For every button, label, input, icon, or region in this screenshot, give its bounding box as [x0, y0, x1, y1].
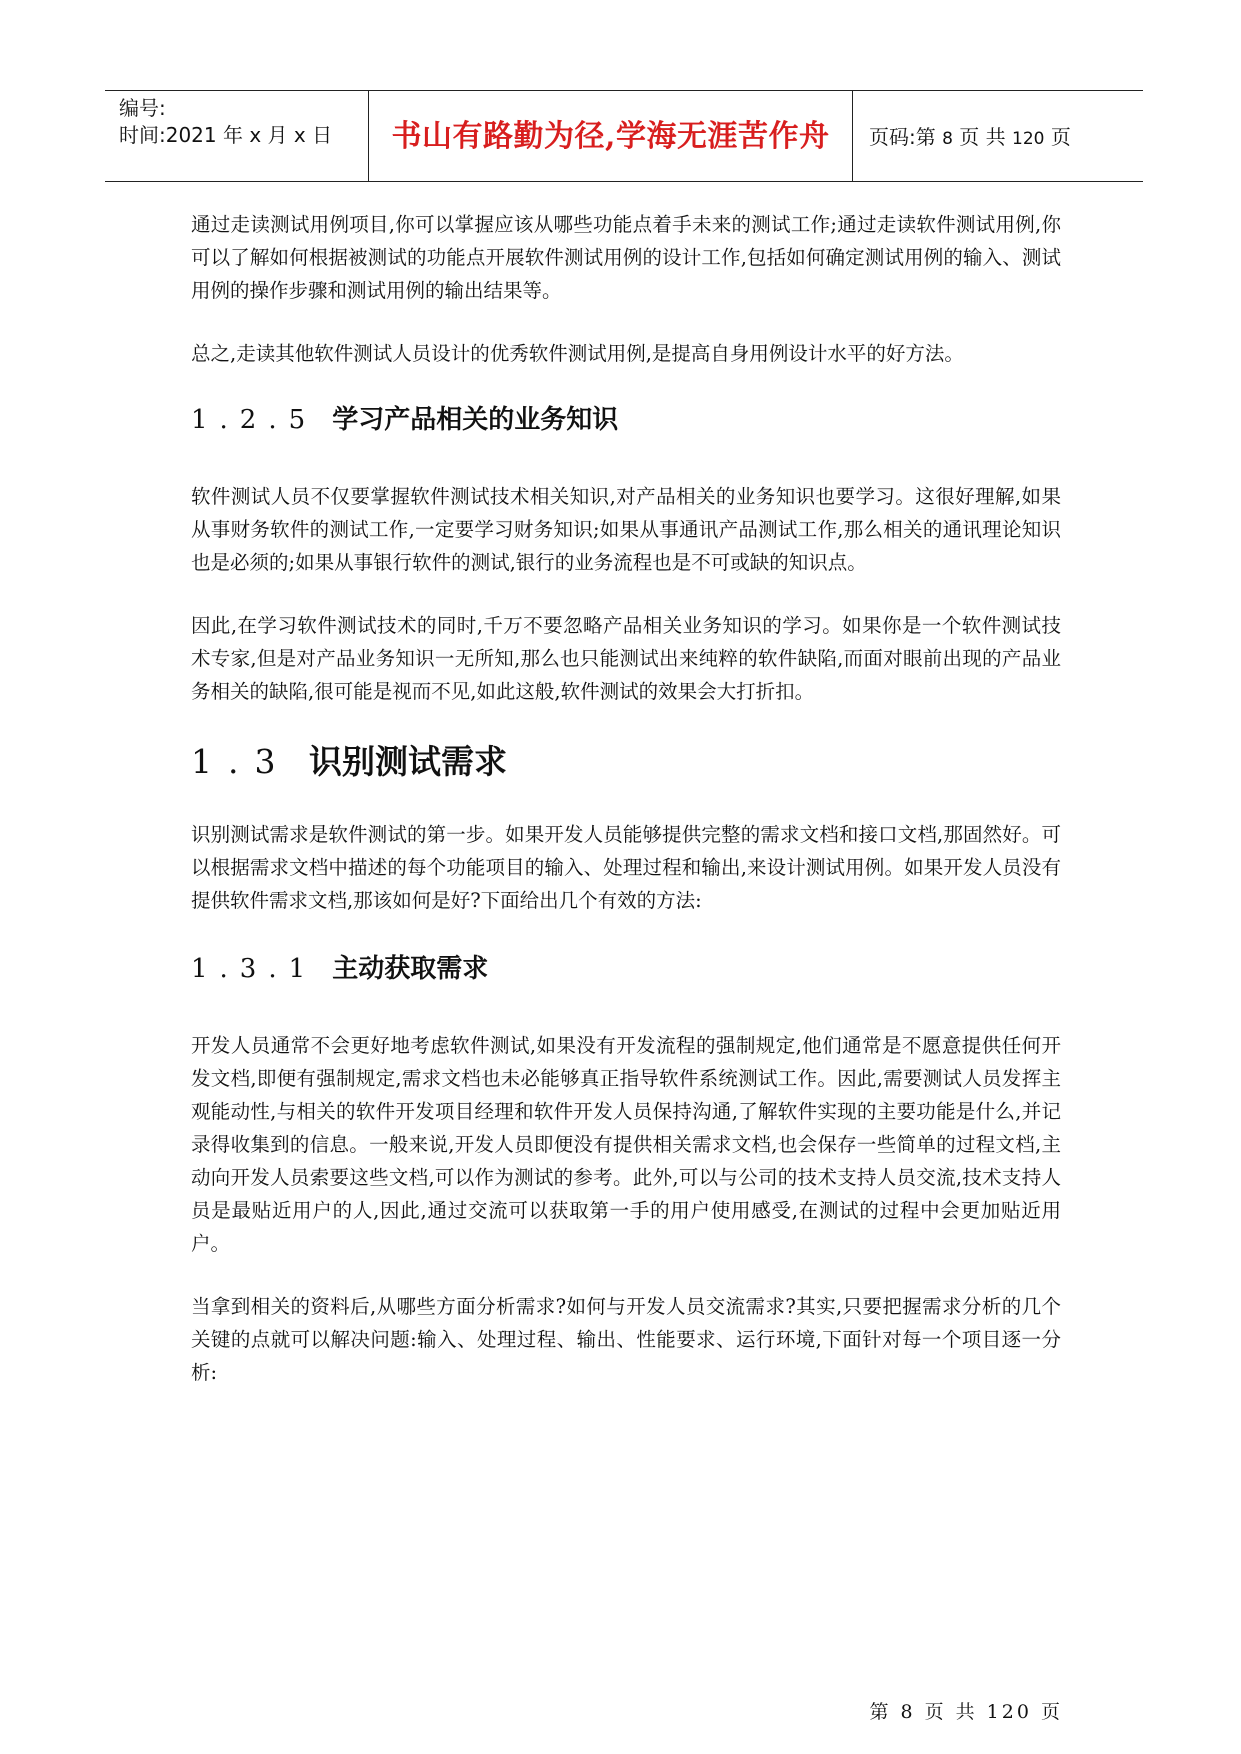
- paragraph: 开发人员通常不会更好地考虑软件测试,如果没有开发流程的强制规定,他们通常是不愿意提供任何开发文档,即便有强制规定,需求文档也未必能够真正指导软件系统测试工作。因此,需要测试人员发挥主观能动性,与相关的软件开发项目经理和软件开发人员保持沟通,了解软件实现的主要功能是什么,并记录得收集到的信息。一般来说,开发人员即便没有提供相关需求文档,也会保存一些简单的过程文档,主动向开发人员索要这些文档,可以作为测试的参考。此外,可以与公司的技术支持人员交流,技术支持人员是最贴近用户的人,因此,通过交流可以获取第一手的用户使用感受,在测试的过程中会更加贴近用户。: [191, 1034, 1061, 1255]
- section-heading-1-3-1: [191, 949, 1061, 989]
- page-header: [105, 90, 1143, 182]
- document-time-label: 时间:2021 年 x 月 x 日: [119, 123, 333, 147]
- header-page-indicator: [853, 91, 1143, 181]
- page-current: 8: [942, 129, 953, 149]
- paragraph: 总之,走读其他软件测试人员设计的优秀软件测试用例,是提高自身用例设计水平的好方法。: [191, 342, 964, 365]
- section-number: 1.3: [191, 742, 292, 781]
- page-suffix: 页: [1050, 125, 1071, 149]
- section-number: 1.3.1: [191, 954, 318, 984]
- paragraph: 通过走读测试用例项目,你可以掌握应该从哪些功能点着手未来的测试工作;通过走读软件测试用例,你可以了解如何根据被测试的功能点开展软件测试用例的设计工作,包括如何确定测试用例的输入、测试用例的操作步骤和测试用例的输出结果等。: [191, 213, 1061, 302]
- section-heading-1-2-5: [191, 400, 1061, 440]
- section-heading-1-3: [191, 738, 1061, 786]
- page-mid: 页 共: [959, 125, 1006, 149]
- document-body: [191, 208, 1061, 1389]
- section-title: 主动获取需求: [332, 954, 489, 984]
- paragraph: 当拿到相关的资料后,从哪些方面分析需求?如何与开发人员交流需求?其实,只要把握需求分析的几个关键的点就可以解决问题:输入、处理过程、输出、性能要求、运行环境,下面针对每一个项目逐一分析:: [191, 1295, 1061, 1384]
- section-title: 识别测试需求: [308, 742, 507, 781]
- header-motto: 书山有路勤为径,学海无涯苦作舟: [369, 91, 853, 181]
- page-footer: 第 8 页 共 120 页: [869, 1701, 1063, 1723]
- paragraph: 识别测试需求是软件测试的第一步。如果开发人员能够提供完整的需求文档和接口文档,那固然好。可以根据需求文档中描述的每个功能项目的输入、处理过程和输出,来设计测试用例。如果开发人员没有提供软件需求文档,那该如何是好?下面给出几个有效的方法:: [191, 823, 1061, 912]
- header-info-cell: [105, 91, 369, 181]
- page-total: 120: [1012, 129, 1045, 149]
- section-title: 学习产品相关的业务知识: [332, 405, 619, 435]
- paragraph: 因此,在学习软件测试技术的同时,千万不要忽略产品相关业务知识的学习。如果你是一个软件测试技术专家,但是对产品业务知识一无所知,那么也只能测试出来纯粹的软件缺陷,而面对眼前出现的产品业务相关的缺陷,很可能是视而不见,如此这般,软件测试的效果会大打折扣。: [191, 614, 1061, 703]
- document-number-label: 编号:: [119, 96, 166, 120]
- paragraph: 软件测试人员不仅要掌握软件测试技术相关知识,对产品相关的业务知识也要学习。这很好理解,如果从事财务软件的测试工作,一定要学习财务知识;如果从事通讯产品测试工作,那么相关的通讯理论知识也是必须的;如果从事银行软件的测试,银行的业务流程也是不可或缺的知识点。: [191, 485, 1061, 574]
- section-number: 1.2.5: [191, 405, 318, 435]
- page-prefix: 页码:第: [869, 125, 936, 149]
